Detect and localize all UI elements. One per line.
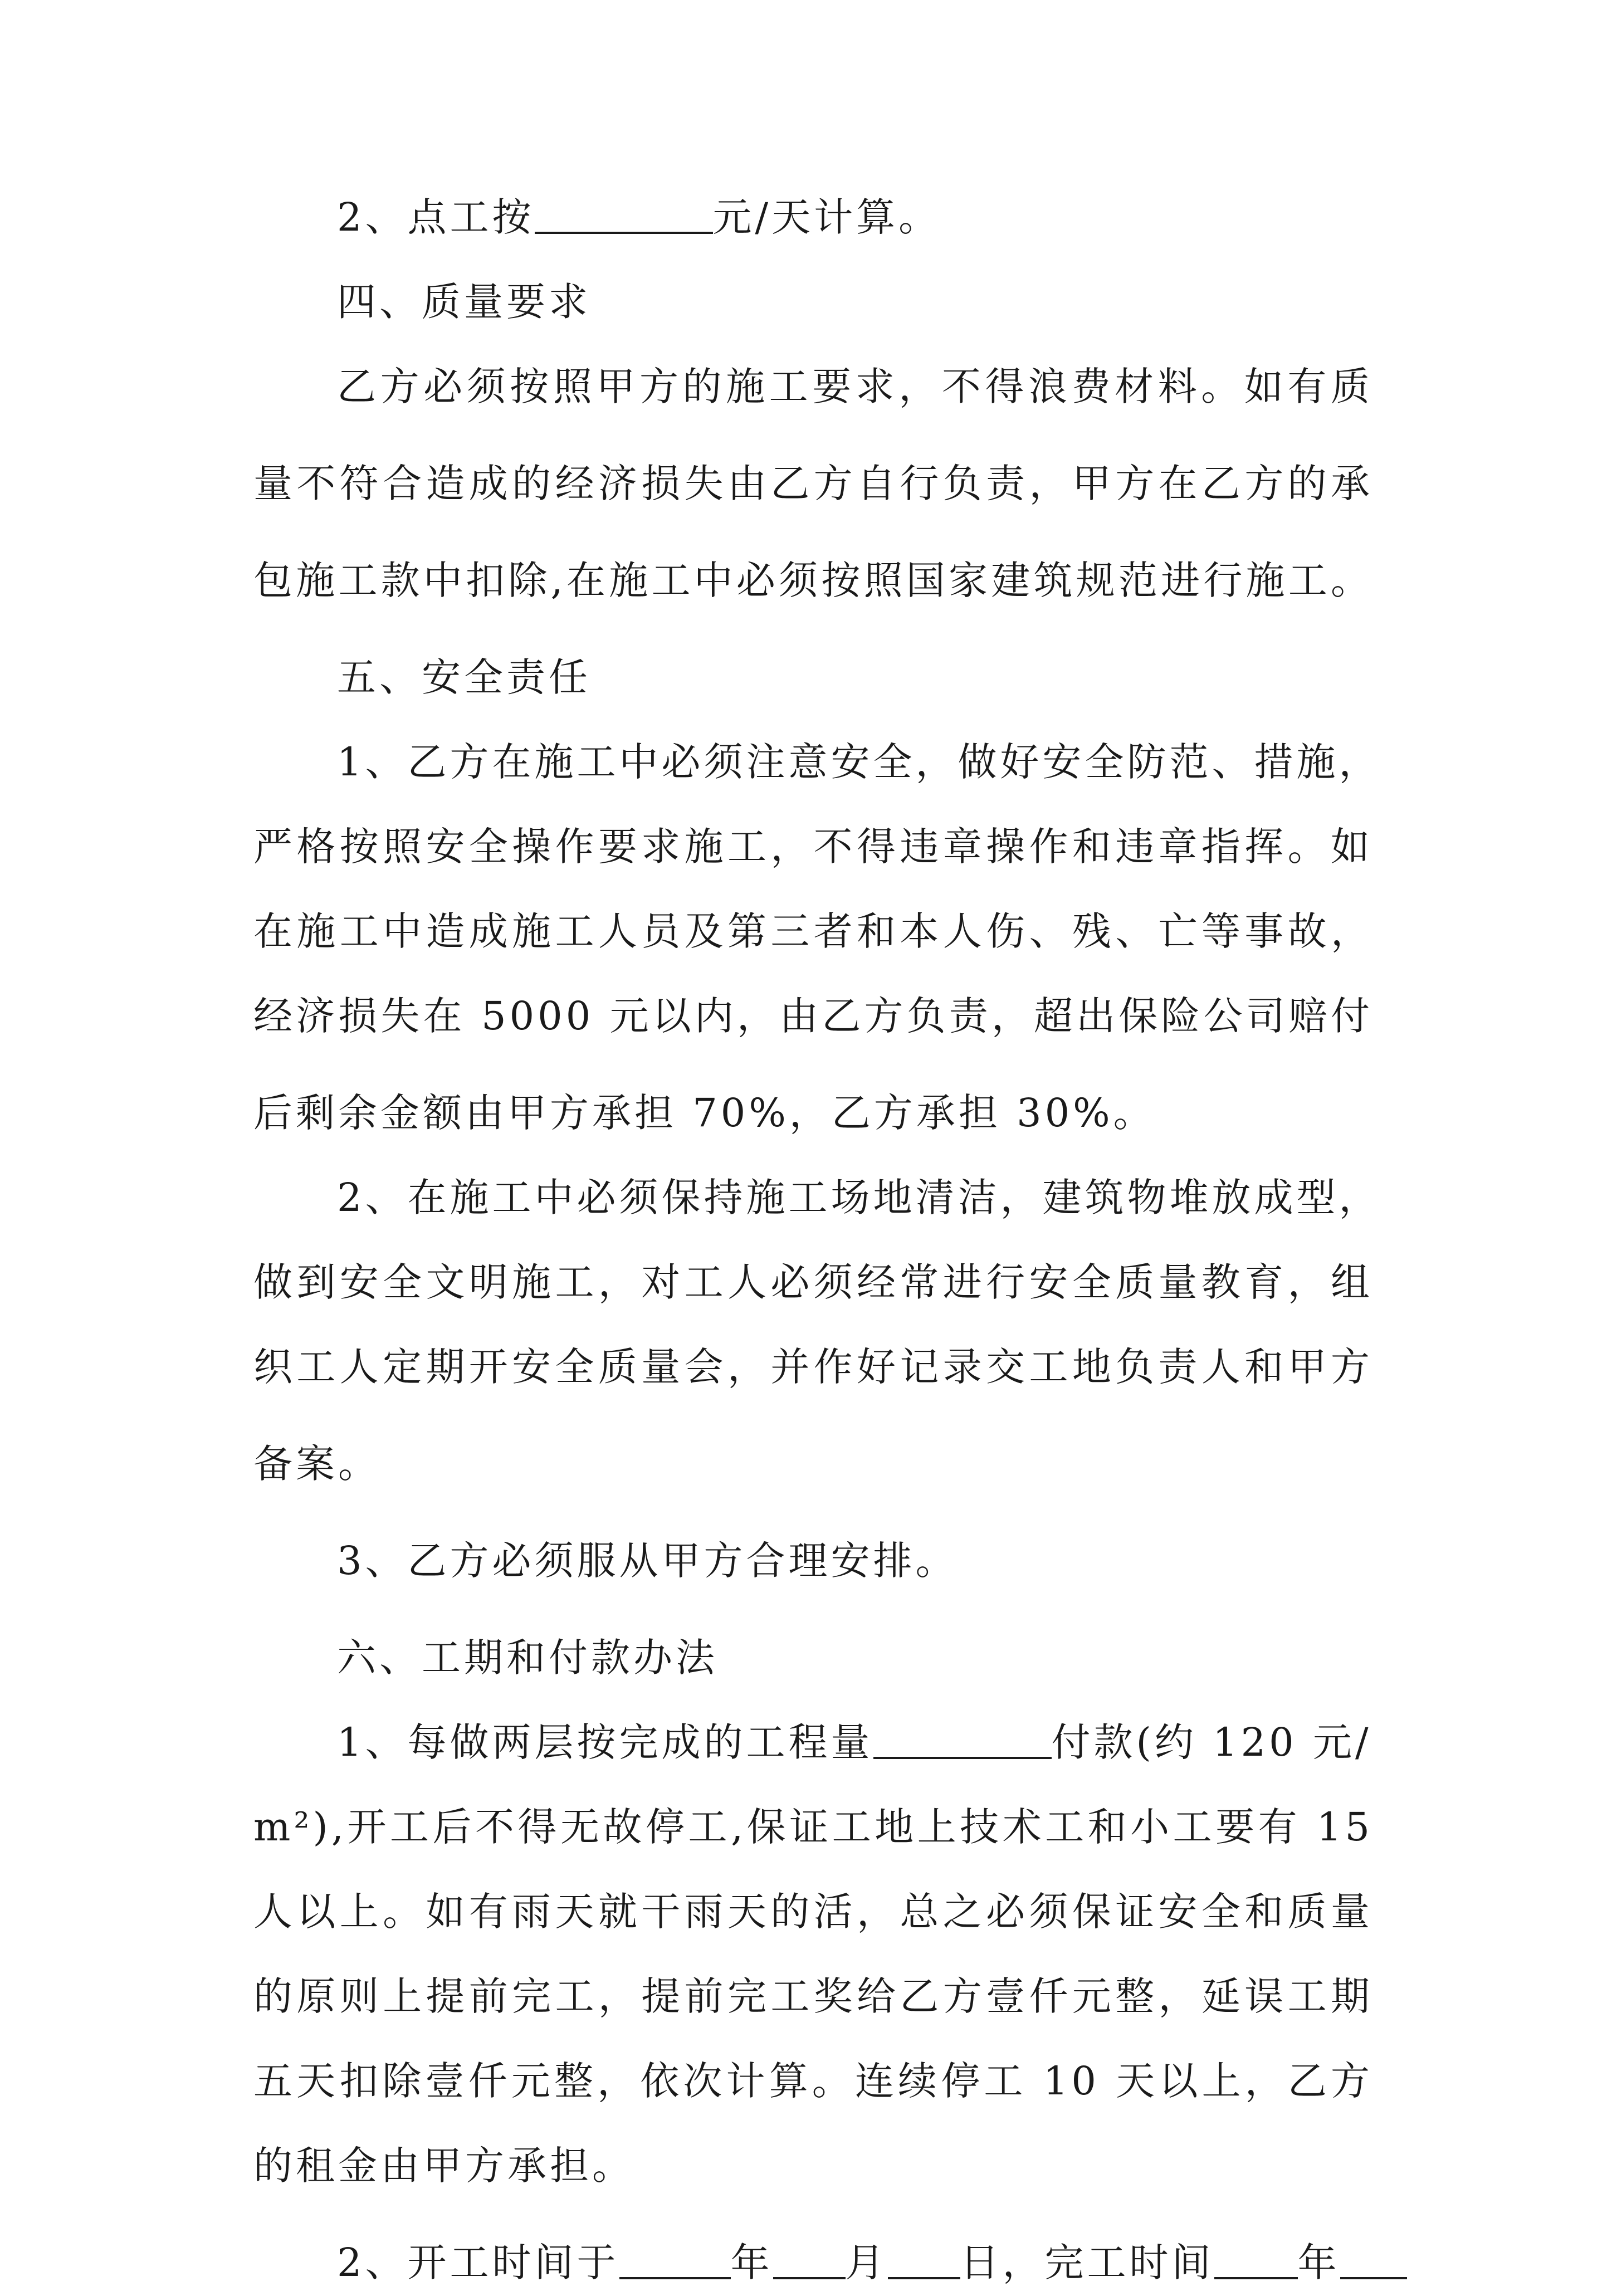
fill-in-blank — [619, 2238, 731, 2279]
paragraph-line: 后剩余金额由甲方承担 70%，乙方承担 30%。 — [253, 1090, 1156, 1136]
clause-text: 年 — [1297, 2240, 1340, 2285]
section-heading-quality: 四、质量要求 — [337, 279, 591, 325]
paragraph-line: 的原则上提前完工，提前完工奖给乙方壹仟元整，延误工期 — [253, 1973, 1373, 2019]
paragraph-line: 包施工款中扣除,在施工中必须按照国家建筑规范进行施工。 — [253, 558, 1373, 603]
paragraph-line: m²),开工后不得无故停工,保证工地上技术工和小工要有 15 — [253, 1804, 1373, 1850]
paragraph-line: 织工人定期开安全质量会，并作好记录交工地负责人和甲方 — [253, 1344, 1373, 1390]
fill-in-blank — [1214, 2238, 1298, 2279]
paragraph-line: 人以上。如有雨天就干雨天的活，总之必须保证安全和质量 — [253, 1889, 1373, 1934]
clause-day-labor-rate — [337, 184, 941, 251]
paragraph-line: 备案。 — [253, 1441, 380, 1487]
clause-schedule-dates — [337, 2229, 1407, 2296]
fill-in-blank — [888, 2238, 960, 2279]
paragraph-line: 量不符合造成的经济损失由乙方自行负责，甲方在乙方的承 — [253, 461, 1373, 506]
fill-in-blank — [873, 1718, 1052, 1759]
fill-in-blank — [773, 2238, 846, 2279]
paragraph-line: 五天扣除壹仟元整，依次计算。连续停工 10 天以上，乙方 — [253, 2058, 1373, 2104]
clause-text: 月 — [845, 2240, 888, 2285]
fill-in-blank — [1340, 2238, 1407, 2279]
clause-text: 日，完工时间 — [960, 2240, 1214, 2285]
paragraph-line: 严格按照安全操作要求施工，不得违章操作和违章指挥。如 — [253, 824, 1373, 869]
section-heading-schedule-payment: 六、工期和付款办法 — [337, 1635, 718, 1681]
paragraph-line: 2、在施工中必须保持施工场地清洁，建筑物堆放成型， — [337, 1175, 1381, 1220]
clause-text: 2、点工按 — [337, 194, 535, 240]
paragraph-line: 在施工中造成施工人员及第三者和本人伤、残、亡等事故， — [253, 908, 1373, 954]
clause-text: 付款(约 120 元/ — [1051, 1719, 1372, 1765]
paragraph-line: 的租金由甲方承担。 — [253, 2143, 634, 2188]
clause-text: 2、开工时间于 — [337, 2240, 619, 2285]
paragraph-line: 1、乙方在施工中必须注意安全，做好安全防范、措施， — [337, 739, 1381, 785]
paragraph-line: 经济损失在 5000 元以内，由乙方负责，超出保险公司赔付 — [253, 993, 1373, 1039]
clause-text: 年 — [730, 2240, 773, 2285]
clause-text: 元/天计算。 — [712, 194, 941, 240]
paragraph-line: 3、乙方必须服从甲方合理安排。 — [337, 1538, 958, 1584]
clause-payment-first-line — [337, 1709, 1372, 1776]
paragraph-line: 做到安全文明施工，对工人必须经常进行安全质量教育，组 — [253, 1259, 1373, 1305]
fill-in-blank — [535, 193, 713, 234]
paragraph-line: 乙方必须按照甲方的施工要求，不得浪费材料。如有质 — [337, 364, 1373, 409]
clause-text: 1、每做两层按完成的工程量 — [337, 1719, 873, 1765]
section-heading-safety: 五、安全责任 — [337, 654, 591, 700]
